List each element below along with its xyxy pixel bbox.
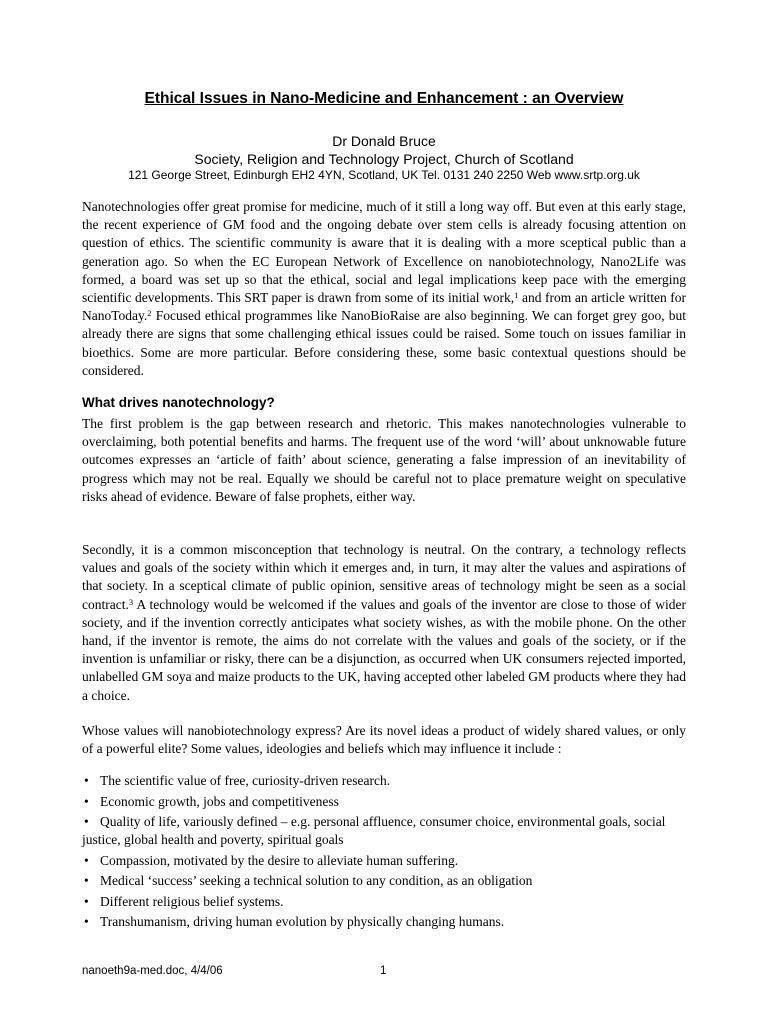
author-name: Dr Donald Bruce <box>332 133 436 149</box>
section-heading: What drives nanotechnology? <box>82 395 275 410</box>
author-organization: Society, Religion and Technology Project, Church of Scotland <box>194 151 574 167</box>
bullet-icon: • <box>84 773 89 788</box>
list-item <box>82 872 686 890</box>
page-number: 1 <box>380 965 387 977</box>
document-title: Ethical Issues in Nano-Medicine and Enhancement : an Overview <box>144 90 624 107</box>
list-item-text: Quality of life, variously defined – e.g. personal affluence, consumer choice, environmental goals, social justice, global health and poverty, spiritual goals <box>82 814 666 847</box>
list-item-text: The scientific value of free, curiosity-driven research. <box>100 773 391 788</box>
list-item <box>82 772 686 790</box>
intro-text-2: and from an article written for NanoToday. <box>82 290 686 324</box>
list-item <box>82 813 686 849</box>
bullet-icon: • <box>84 814 89 829</box>
footnote-ref-3[interactable]: 3 <box>128 596 134 607</box>
list-item <box>82 852 686 870</box>
list-item <box>82 893 686 911</box>
section-paragraph-2 <box>82 541 686 705</box>
section-paragraph-1: The first problem is the gap between research and rhetoric. This makes nanotechnologies vulnerable to overclaiming, both potential benefits and harms. The frequent use of the word ‘will’ about unknowable future outcomes expresses an ‘article of faith’ about science, generating a false impression of an inevitability of progress which may not be real. Equally we should be careful not to place premature weight on speculative risks ahead of evidence. Beware of false prophets, either way. <box>82 416 686 504</box>
intro-text-3: Focused ethical programmes like NanoBioRaise are also beginning. We can forget grey goo, but already there are signs that some challenging ethical issues could be raised. Some touch on issues familiar in bioethics. Some are more particular. Before considering these, some basic contextual questions should be considered. <box>82 308 686 378</box>
author-address: 121 George Street, Edinburgh EH2 4YN, Scotland, UK Tel. 0131 240 2250 Web www.srtp.org.uk <box>128 168 640 182</box>
bullet-icon: • <box>84 914 89 929</box>
intro-text-1: Nanotechnologies offer great promise for medicine, much of it still a long way off. But even at this early stage, the recent experience of GM food and the ongoing debate over stem cells is already focusing attention on question of ethics. The scientific community is aware that it is dealing with a more sceptical public than a generation ago. So when the EC European Network of Excellence on nanobiotechnology, Nano2Life was formed, a board was set up so that the ethical, social and legal implications keep pace with the emerging scientific developments. This SRT paper is drawn from some of its initial work, <box>82 199 686 306</box>
list-item-text: Economic growth, jobs and competitiveness <box>100 793 339 809</box>
intro-paragraph <box>82 198 686 380</box>
bullet-icon: • <box>84 852 89 868</box>
list-item <box>82 793 686 811</box>
list-item-text: Different religious belief systems. <box>100 893 284 909</box>
footnote-ref-2[interactable]: 2 <box>147 308 152 319</box>
para2-text-1: Secondly, it is a common misconception that technology is neutral. On the contrary, a technology reflects values and goals of the society within which it emerges and, in turn, it may alter the values and aspirations of that society. In a sceptical climate of public opinion, sensitive areas of technology might be seen as a social contract. <box>82 542 686 612</box>
bullet-icon: • <box>84 793 89 809</box>
list-item-text: Medical ‘success’ seeking a technical solution to any condition, as an obligation <box>100 873 533 888</box>
bullet-icon: • <box>84 893 89 909</box>
section-paragraph-3: Whose values will nanobiotechnology express? Are its novel ideas a product of widely shared values, or only of a powerful elite? Some values, ideologies and beliefs which may influence it include : <box>82 723 686 757</box>
list-item-text: Compassion, motivated by the desire to alleviate human suffering. <box>100 852 459 868</box>
footer-filename: nanoeth9a-med.doc, 4/4/06 <box>82 965 223 977</box>
para2-text-2: A technology would be welcomed if the values and goals of the inventor are close to those of wider society, and if the invention correctly anticipates what society wishes, as with the mobile phone. On the other hand, if the inventor is remote, the aims do not correlate with the values and goals of the society, or if the invention is unfamiliar or risky, there can be a disjunction, as occurred when UK consumers rejected imported, unlabelled GM soya and maize products to the UK, having accepted other labeled GM products where they had a choice. <box>82 596 686 703</box>
values-list <box>82 772 686 934</box>
bullet-icon: • <box>84 873 89 888</box>
list-item-text: Transhumanism, driving human evolution by physically changing humans. <box>100 914 505 929</box>
list-item <box>82 913 686 931</box>
footnote-ref-1[interactable]: 1 <box>514 290 519 301</box>
